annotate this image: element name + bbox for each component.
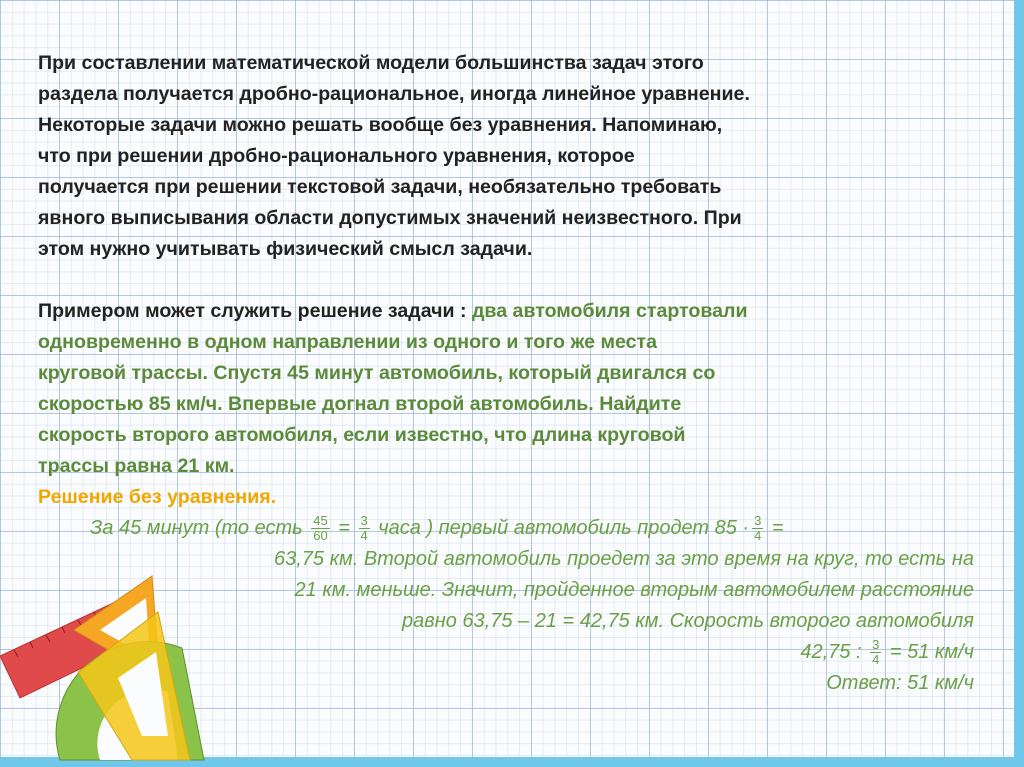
problem-text: два автомобиля стартовали [471, 300, 748, 322]
fraction-3-4 [870, 638, 881, 667]
solution-heading: Решение без уравнения. [38, 486, 277, 508]
solution-text: часа ) первый автомобиль продет 85 · [372, 517, 750, 539]
problem-line: круговой трассы. Спустя 45 минут автомобиль, который двигался со [38, 362, 716, 384]
paragraph-gap [38, 265, 978, 296]
fraction-denominator: 4 [754, 528, 762, 544]
fraction-denominator: 60 [313, 528, 328, 544]
solution-line-4: равно 63,75 – 21 = 42,75 км. Скорость второго автомобиля [402, 610, 974, 632]
fraction-45-60 [311, 514, 329, 543]
fraction-numerator: 3 [872, 637, 880, 653]
intro-line: раздела получается дробно-рациональное, иногда линейное уравнение. [38, 83, 750, 105]
example-line [38, 296, 978, 327]
example-lead: Примером может служить решение задачи : [38, 300, 472, 322]
fraction-numerator: 3 [360, 513, 368, 529]
intro-paragraph [38, 48, 978, 265]
problem-line: трассы равна 21 км. [38, 455, 235, 477]
fraction-numerator: 45 [313, 513, 328, 529]
fraction-numerator: 3 [754, 513, 762, 529]
fraction-3-4 [752, 514, 763, 543]
solution-line-2: 63,75 км. Второй автомобиль проедет за это время на круг, то есть на [273, 548, 974, 570]
fraction-denominator: 4 [872, 652, 880, 668]
solution-text: За 45 минут (то есть [90, 517, 309, 539]
slide-content [38, 48, 978, 699]
intro-line: явного выписывания области допустимых значений неизвестного. При [38, 207, 742, 229]
solution-block [38, 513, 978, 699]
frame-right-border [1014, 0, 1024, 767]
intro-line: этом нужно учитывать физический смысл задачи. [38, 238, 533, 260]
solution-text: = 51 км/ч [884, 641, 974, 663]
intro-line: что при решении дробно-рационального уравнения, которое [38, 145, 635, 167]
problem-line: скорость второго автомобиля, если известно, что длина круговой [38, 424, 686, 446]
solution-text: = [332, 517, 356, 539]
solution-line-5 [38, 637, 978, 668]
answer-line: Ответ: 51 км/ч [826, 672, 974, 694]
example-paragraph [38, 296, 978, 513]
intro-line: При составлении математической модели большинства задач этого [38, 52, 704, 74]
intro-line: получается при решении текстовой задачи, необязательно требовать [38, 176, 722, 198]
intro-line: Некоторые задачи можно решать вообще без уравнения. Напоминаю, [38, 114, 723, 136]
fraction-3-4 [359, 514, 370, 543]
solution-line-1 [38, 513, 978, 544]
fraction-denominator: 4 [360, 528, 368, 544]
solution-text: 42,75 : [800, 641, 868, 663]
solution-text: = [766, 517, 784, 539]
problem-line: скоростью 85 км/ч. Впервые догнал второй автомобиль. Найдите [38, 393, 682, 415]
solution-line-3: 21 км. меньше. Значит, пройденное вторым автомобилем расстояние [294, 579, 974, 601]
problem-line: одновременно в одном направлении из одного и того же места [38, 331, 657, 353]
